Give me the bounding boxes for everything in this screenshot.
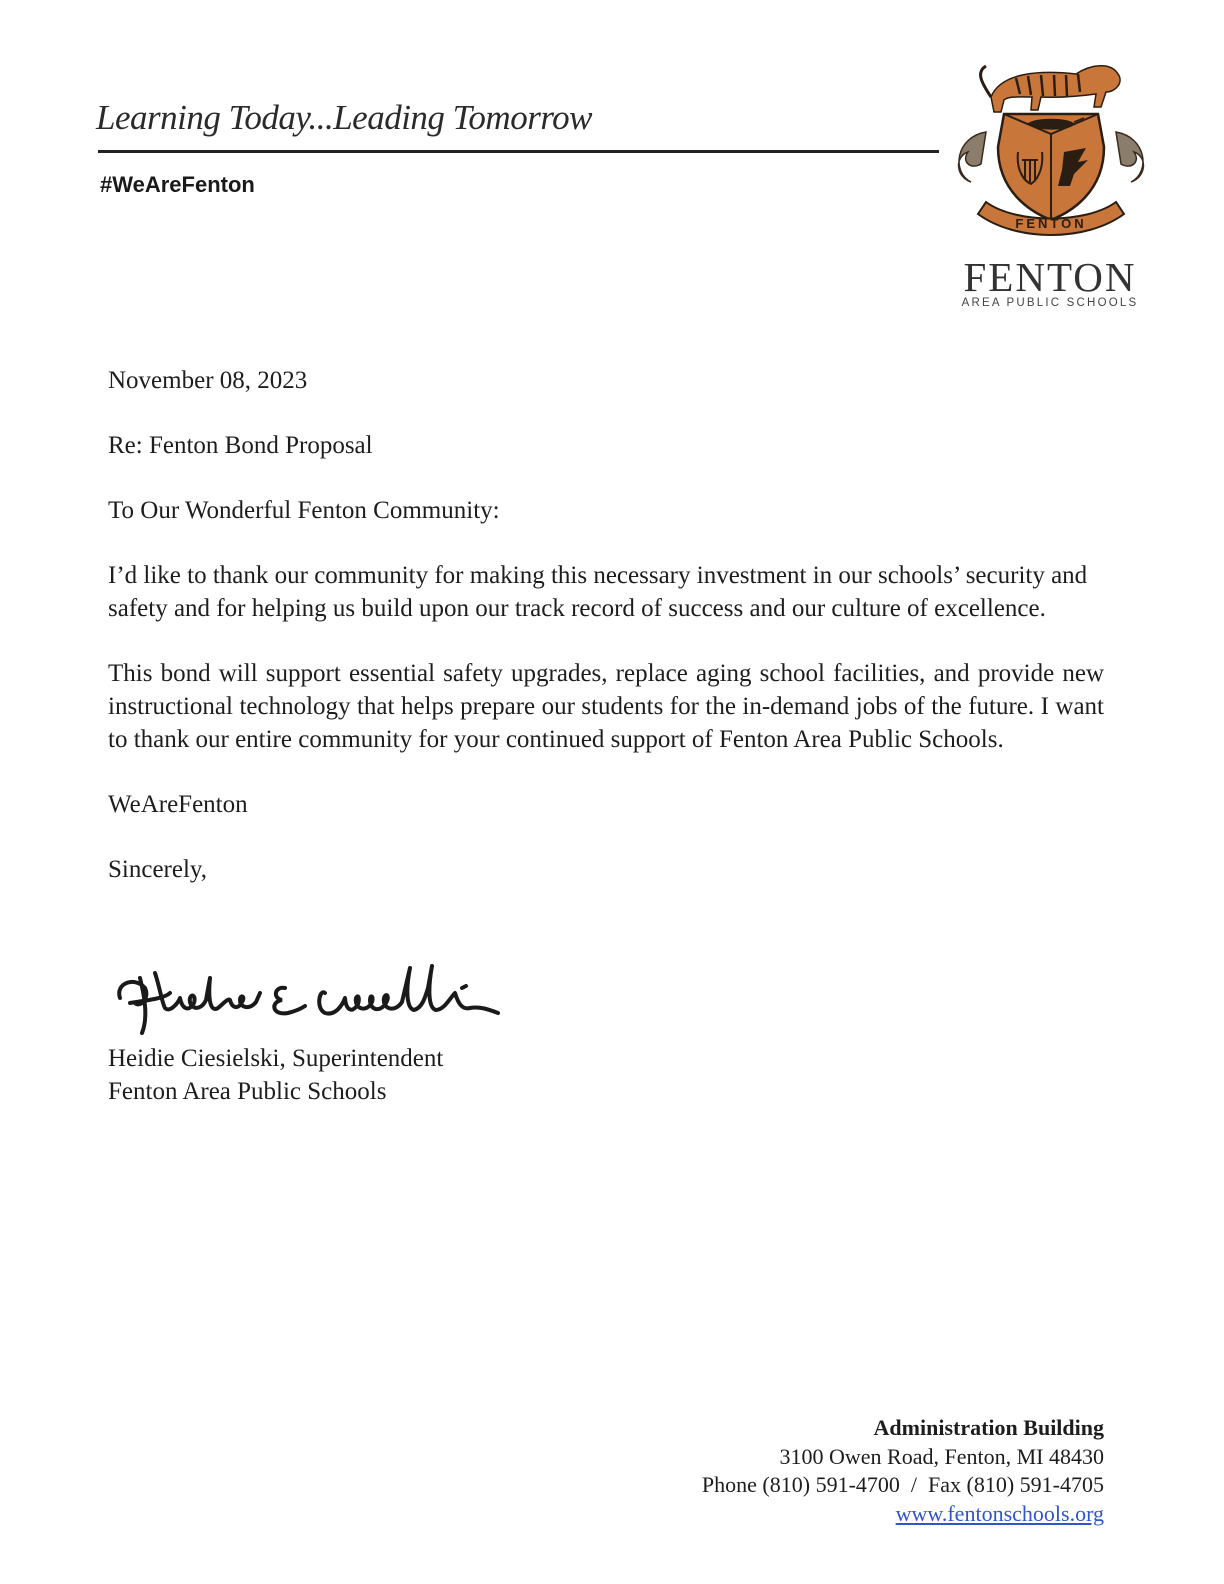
right-flourish (1116, 132, 1143, 182)
header-rule (98, 150, 939, 153)
signer-block (108, 1042, 443, 1108)
brand-subtitle: AREA PUBLIC SCHOOLS (961, 297, 1139, 309)
signature (110, 958, 510, 1040)
tagline: Learning Today...Leading Tomorrow (96, 98, 592, 137)
letter-closing: Sincerely, (108, 856, 208, 883)
signer-org: Fenton Area Public Schools (108, 1078, 387, 1105)
brand-name: FENTON (963, 254, 1137, 300)
banner-text: FENTON (1015, 216, 1087, 231)
tiger-icon (981, 66, 1121, 112)
footer-phone-fax: Phone (810) 591-4700 / Fax (810) 591-4705 (701, 1472, 1104, 1497)
letter-body (108, 364, 1104, 918)
fenton-crest-logo (946, 52, 1156, 246)
hashtag: #WeAreFenton (100, 172, 255, 197)
letter-paragraph: This bond will support essential safety upgrades, replace aging school facilities, and provide new instructional technology that helps prepare our students for the in-demand jobs of the future. I want to thank our entire community for your continued support of Fenton Area Public Schools. (108, 660, 1104, 753)
footer-building: Administration Building (873, 1415, 1104, 1440)
footer-address (702, 1414, 1104, 1528)
left-flourish (959, 132, 986, 182)
letter-tagline: WeAreFenton (108, 791, 248, 818)
letter-salutation: To Our Wonderful Fenton Community: (108, 497, 500, 524)
website-link[interactable]: www.fentonschools.org (895, 1500, 1104, 1526)
letter-date: November 08, 2023 (108, 367, 308, 394)
footer-address-line: 3100 Owen Road, Fenton, MI 48430 (779, 1443, 1104, 1469)
signer-name: Heidie Ciesielski, Superintendent (108, 1045, 444, 1072)
letter-paragraph: I’d like to thank our community for making this necessary investment in our schools’ security and safety and for helping us build upon our track record of success and our culture of excellence. (108, 562, 1088, 622)
letter-subject: Re: Fenton Bond Proposal (108, 432, 373, 459)
